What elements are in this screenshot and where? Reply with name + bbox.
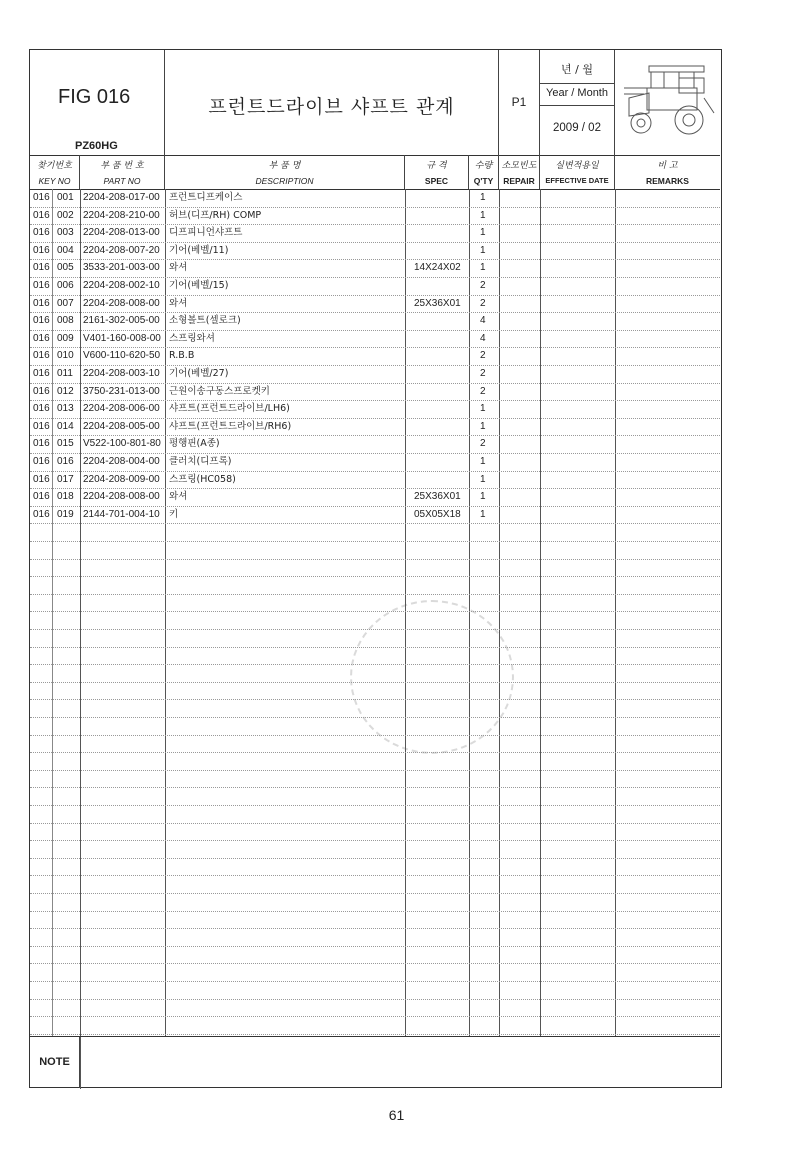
row-key: 013 <box>57 403 74 415</box>
col-effective <box>540 155 615 189</box>
row-desc: 와셔 <box>169 297 188 309</box>
row-desc: 클러치(디프록) <box>169 456 232 467</box>
table-row <box>30 506 720 525</box>
title-cell <box>165 50 499 155</box>
table-row <box>30 435 720 454</box>
illustration-cell <box>615 50 720 155</box>
table-row <box>30 629 720 648</box>
row-fig: 016 <box>33 227 50 239</box>
row-fig: 016 <box>33 209 50 221</box>
row-part: 2204-208-013-00 <box>83 227 160 239</box>
col-key <box>30 155 80 189</box>
row-part: 2204-208-002-10 <box>83 280 160 291</box>
page-cell <box>499 50 540 155</box>
col-spec <box>405 155 469 189</box>
col-repair-en: REPAIR <box>503 176 535 186</box>
year-month-kr: 년 / 월 <box>561 63 593 76</box>
col-qty <box>469 155 499 189</box>
note-section <box>30 1036 720 1088</box>
table-row <box>30 787 720 806</box>
table-row <box>30 541 720 560</box>
page-code: P1 <box>511 95 527 109</box>
col-desc <box>165 155 405 189</box>
row-qty: 1 <box>480 244 486 256</box>
row-spec: 05X05X18 <box>414 508 461 520</box>
row-key: 006 <box>57 280 74 291</box>
row-qty: 1 <box>480 209 486 221</box>
row-qty: 2 <box>480 350 486 362</box>
model-name: PZ60HG <box>75 140 118 152</box>
row-desc: 스프링와셔 <box>169 332 215 344</box>
row-part: 2204-208-210-00 <box>83 209 160 221</box>
col-spec-en: SPEC <box>424 176 449 186</box>
date-divider-2 <box>540 105 614 106</box>
table-row <box>30 207 720 226</box>
row-desc: 샤프트(프런트드라이브/RH6) <box>169 420 292 432</box>
table-row <box>30 277 720 296</box>
sheet-header <box>30 50 720 156</box>
col-desc-en: DESCRIPTION <box>255 176 314 186</box>
row-qty: 1 <box>480 420 486 432</box>
row-fig: 016 <box>33 192 50 203</box>
figure-number: FIG 016 <box>58 86 131 108</box>
table-row <box>30 594 720 613</box>
row-part: 3750-231-013-00 <box>83 385 160 397</box>
table-row <box>30 699 720 718</box>
table-row <box>30 453 720 472</box>
row-part: 2204-208-008-00 <box>83 297 160 309</box>
row-qty: 2 <box>480 438 486 450</box>
row-key: 007 <box>57 297 74 309</box>
row-key: 014 <box>57 420 74 432</box>
table-row <box>30 189 720 208</box>
table-row <box>30 523 720 542</box>
row-key: 018 <box>57 491 74 503</box>
col-remarks <box>615 155 720 189</box>
row-fig: 016 <box>33 508 50 520</box>
row-desc: 기어(베벨/27) <box>169 368 229 379</box>
row-desc: 기어(베벨/15) <box>169 280 229 291</box>
row-key: 012 <box>57 385 74 397</box>
row-part: 2204-208-004-00 <box>83 456 160 467</box>
row-part: V522-100-801-80 <box>83 438 161 450</box>
col-remarks-en: REMARKS <box>646 176 689 186</box>
row-desc: 스프링(HC058) <box>169 473 236 485</box>
row-qty: 1 <box>480 491 486 503</box>
figure-cell <box>30 50 165 155</box>
year-month-en: Year / Month <box>546 87 608 99</box>
row-fig: 016 <box>33 420 50 432</box>
row-key: 002 <box>57 209 74 221</box>
note-label: NOTE <box>30 1037 80 1088</box>
row-desc: 프런트디프케이스 <box>169 192 243 203</box>
table-row <box>30 963 720 982</box>
col-qty-kr: 수량 <box>474 161 493 171</box>
date-divider-1 <box>540 83 614 84</box>
table-row <box>30 999 720 1018</box>
row-qty: 2 <box>480 368 486 379</box>
table-row <box>30 805 720 824</box>
row-desc: 와셔 <box>169 491 188 503</box>
row-desc: 디프피니언샤프트 <box>169 227 243 239</box>
row-part: 2144-701-004-10 <box>83 508 160 520</box>
row-key: 001 <box>57 192 74 203</box>
row-spec: 25X36X01 <box>414 297 461 309</box>
table-row <box>30 682 720 701</box>
row-desc: 키 <box>169 508 179 520</box>
table-row <box>30 242 720 261</box>
table-row <box>30 647 720 666</box>
col-effective-kr: 실변적용일 <box>555 161 599 171</box>
table-row <box>30 383 720 402</box>
parts-sheet <box>29 49 722 1088</box>
col-qty-en: Q'TY <box>473 176 494 186</box>
col-spec-kr: 규 격 <box>426 161 447 171</box>
row-desc: 와셔 <box>169 262 188 274</box>
row-part: 2204-208-008-00 <box>83 491 160 503</box>
table-row <box>30 893 720 912</box>
col-key-en: KEY NO <box>38 176 71 186</box>
col-effective-en: EFFECTIVE DATE <box>545 176 609 185</box>
table-row <box>30 400 720 419</box>
table-row <box>30 911 720 930</box>
col-part <box>80 155 165 189</box>
table-row <box>30 717 720 736</box>
row-qty: 4 <box>480 332 486 344</box>
row-desc: 기어(베벨/11) <box>169 244 229 256</box>
row-part: 2204-208-003-10 <box>83 368 160 379</box>
row-part: 2204-208-007-20 <box>83 244 160 256</box>
table-row <box>30 347 720 366</box>
row-qty: 1 <box>480 473 486 485</box>
row-key: 003 <box>57 227 74 239</box>
revision-date: 2009 / 02 <box>553 122 601 134</box>
row-desc: 평행핀(A종) <box>169 438 220 450</box>
table-row <box>30 770 720 789</box>
row-qty: 2 <box>480 385 486 397</box>
table-row <box>30 611 720 630</box>
page-number: 61 <box>388 1107 405 1123</box>
row-fig: 016 <box>33 438 50 450</box>
row-fig: 016 <box>33 368 50 379</box>
row-key: 011 <box>57 368 73 379</box>
row-fig: 016 <box>33 473 50 485</box>
row-part: 2204-208-017-00 <box>83 192 160 203</box>
row-key: 017 <box>57 473 74 485</box>
row-fig: 016 <box>33 280 50 291</box>
row-key: 010 <box>57 350 74 362</box>
row-desc: 샤프트(프런트드라이브/LH6) <box>169 403 290 415</box>
table-row <box>30 840 720 859</box>
col-part-en: PART NO <box>103 176 141 186</box>
table-row <box>30 488 720 507</box>
table-row <box>30 664 720 683</box>
table-row <box>30 295 720 314</box>
col-key-kr: 찾기번호 <box>37 161 72 171</box>
row-qty: 2 <box>480 297 486 309</box>
row-desc: 근원이송구동스프로켓키 <box>169 385 270 397</box>
row-qty: 2 <box>480 280 486 291</box>
tractor-illustration <box>619 58 719 138</box>
row-part: 2161-302-005-00 <box>83 315 160 327</box>
col-repair-kr: 소모빈도 <box>501 161 537 171</box>
table-row <box>30 735 720 754</box>
page-title: 프런트드라이브 샤프트 관계 <box>208 96 455 118</box>
col-remarks-kr: 비 고 <box>657 161 678 171</box>
row-key: 009 <box>57 332 74 344</box>
table-row <box>30 946 720 965</box>
row-qty: 1 <box>480 403 486 415</box>
table-row <box>30 471 720 490</box>
table-row <box>30 981 720 1000</box>
date-cell <box>540 50 615 155</box>
row-part: V401-160-008-00 <box>83 332 161 344</box>
table-row <box>30 559 720 578</box>
row-fig: 016 <box>33 244 50 256</box>
table-row <box>30 858 720 877</box>
column-headings <box>30 155 720 190</box>
row-part: 2204-208-009-00 <box>83 473 160 485</box>
table-row <box>30 1016 720 1035</box>
table-row <box>30 418 720 437</box>
row-fig: 016 <box>33 385 50 397</box>
row-qty: 1 <box>480 508 486 520</box>
row-part: 3533-201-003-00 <box>83 262 160 274</box>
row-fig: 016 <box>33 403 50 415</box>
row-key: 005 <box>57 262 74 274</box>
table-row <box>30 576 720 595</box>
table-row <box>30 823 720 842</box>
table-row <box>30 330 720 349</box>
row-key: 019 <box>57 508 74 520</box>
row-desc: R.B.B <box>169 350 195 362</box>
table-row <box>30 752 720 771</box>
row-desc: 허브(디프/RH) COMP <box>169 209 262 221</box>
row-qty: 1 <box>480 227 486 239</box>
col-repair <box>499 155 540 189</box>
row-part: 2204-208-006-00 <box>83 403 160 415</box>
row-key: 016 <box>57 456 74 467</box>
table-row <box>30 312 720 331</box>
col-desc-kr: 부 품 명 <box>268 161 301 171</box>
row-fig: 016 <box>33 491 50 503</box>
row-qty: 1 <box>480 456 486 467</box>
table-row <box>30 875 720 894</box>
row-fig: 016 <box>33 262 50 274</box>
table-row <box>30 928 720 947</box>
row-key: 004 <box>57 244 74 256</box>
row-qty: 4 <box>480 315 486 327</box>
row-key: 015 <box>57 438 74 450</box>
row-fig: 016 <box>33 315 50 327</box>
table-row <box>30 259 720 278</box>
row-spec: 14X24X02 <box>414 262 461 274</box>
table-row <box>30 224 720 243</box>
row-spec: 25X36X01 <box>414 491 461 503</box>
row-fig: 016 <box>33 332 50 344</box>
row-key: 008 <box>57 315 74 327</box>
row-desc: 소형볼트(셀로크) <box>169 315 241 327</box>
row-fig: 016 <box>33 350 50 362</box>
row-qty: 1 <box>480 262 486 274</box>
row-part: 2204-208-005-00 <box>83 420 160 432</box>
col-part-kr: 부 품 번 호 <box>100 161 144 171</box>
row-fig: 016 <box>33 297 50 309</box>
row-qty: 1 <box>480 192 486 203</box>
row-part: V600-110-620-50 <box>83 350 161 362</box>
row-fig: 016 <box>33 456 50 467</box>
table-row <box>30 365 720 384</box>
